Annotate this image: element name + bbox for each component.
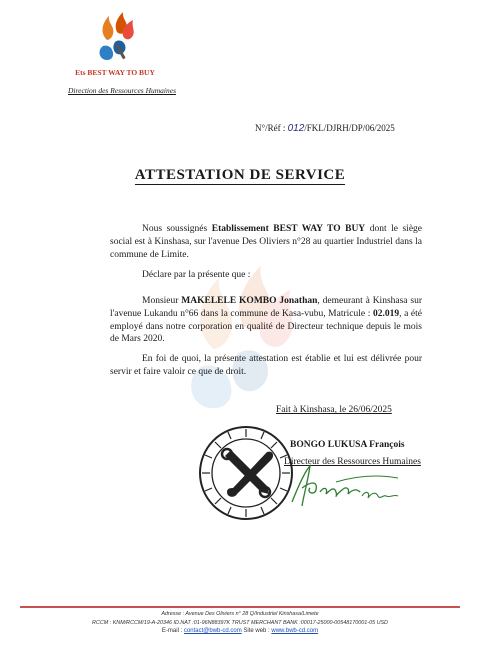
intro-text-rest: dont le siège social est à Kinshasa, sur l'avenue Des Oliviers n°28 au quartier Industriel dans la commune de Limite. [110,224,422,260]
reference-prefix: N°/Réf : [255,123,286,133]
intro-text: Nous soussignés [142,224,212,234]
paragraph-employee [110,295,422,346]
company-name: Ets BEST WAY TO BUY [75,68,155,77]
paragraph-declare: Déclare par la présente que : [142,270,251,280]
reference-suffix: /FKL/DJRH/DP/06/2025 [304,123,395,133]
website-link[interactable]: www.bwb-cd.com [271,628,319,634]
signatory-name: BONGO LUKUSA François [290,440,405,450]
employee-matricule: 02.019 [372,308,400,319]
employee-name: MAKELELE KOMBO Jonathan [181,296,318,306]
site-label: Site web : [241,628,272,634]
employee-details: , demeurant à Kinshasa sur l'avenue Lukandu n°66 dans la commune de Kasa-vubu, Matricule : [110,296,422,319]
footer-registry: RCCM : KNM/RCCM/19-A-20346 ID.NAT :01-96N88397K TRUST MERCHANT BANK :00017-25000-00548170001-05 USD [92,620,388,626]
document-title-text: ATTESTATION DE SERVICE [134,167,346,183]
footer-address: Adresse : Avenue Des Oliviers n° 28 Q/Industriel Kinshasa/Limete [161,611,319,617]
company-bold: Etablissement BEST WAY TO BUY [211,224,366,234]
footer-divider [20,606,460,608]
employee-title: Monsieur [142,296,182,306]
company-logo [93,10,139,64]
email-label: E-mail : [161,628,184,634]
footer-contact [0,628,480,634]
reference-line [255,123,395,134]
paragraph-closing: En foi de quoi, la présente attestation est établie et lui est délivrée pour servir et faire valoir ce que de droit. [110,354,422,377]
paragraph-intro [110,223,422,261]
signatory-role: Directeur des Ressources Humaines [284,457,421,467]
email-link[interactable]: contact@bwb-cd.com [183,628,242,634]
handwritten-signature [286,462,406,512]
employee-role: , a été employé dans notre corporation en qualité de Directeur technique depuis le mois de Mars 2020. [110,308,422,345]
department-label: Direction des Ressources Humaines [68,86,176,95]
reference-number: 012 [287,123,305,134]
company-stamp [197,424,295,522]
document-title [0,167,480,184]
place-date: Fait à Kinshasa, le 26/06/2025 [276,405,392,415]
